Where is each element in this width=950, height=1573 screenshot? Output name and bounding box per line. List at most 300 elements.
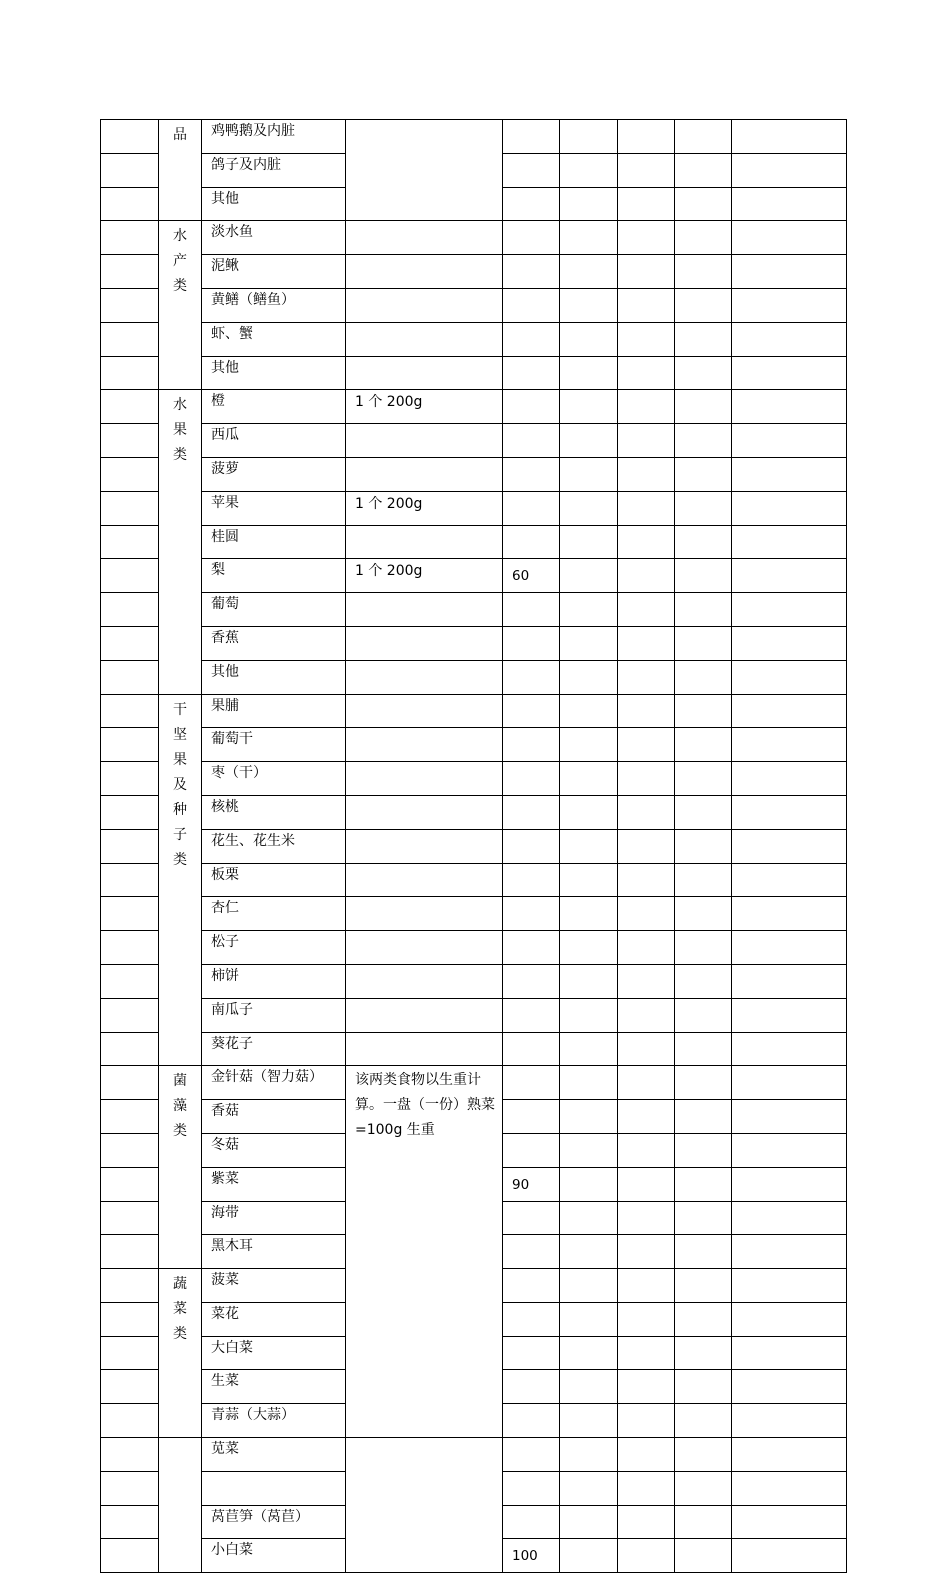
food-name-cell: 葡萄干: [202, 728, 346, 762]
table-row: [101, 120, 847, 154]
blank-cell: [732, 1336, 847, 1370]
blank-cell: [618, 1438, 675, 1472]
value-cell: [503, 593, 560, 627]
blank-cell: [675, 694, 732, 728]
portion-cell: [346, 424, 503, 458]
portion-cell: [346, 762, 503, 796]
value-cell: [503, 728, 560, 762]
value-cell: [503, 1066, 560, 1100]
table-row: [101, 1032, 847, 1066]
blank-cell: [560, 728, 618, 762]
blank-cell: [560, 1471, 618, 1505]
category-label: 水 果 类: [173, 397, 187, 464]
blank-cell: [732, 390, 847, 424]
portion-cell: [346, 322, 503, 356]
blank-cell: [101, 1505, 159, 1539]
table-row: [101, 491, 847, 525]
value-cell: [503, 1201, 560, 1235]
blank-cell: [675, 1269, 732, 1303]
value-cell: [503, 322, 560, 356]
blank-cell: [101, 897, 159, 931]
blank-cell: [675, 1539, 732, 1573]
blank-cell: [560, 1167, 618, 1201]
blank-cell: [675, 728, 732, 762]
blank-cell: [675, 390, 732, 424]
blank-cell: [101, 1235, 159, 1269]
blank-cell: [618, 390, 675, 424]
blank-cell: [560, 1370, 618, 1404]
blank-cell: [618, 931, 675, 965]
food-name-cell: 其他: [202, 187, 346, 221]
portion-cell: [346, 829, 503, 863]
food-name-cell: 莴苣笋（莴苣）: [202, 1505, 346, 1539]
value-cell: [503, 1370, 560, 1404]
food-name-cell: 黄鳝（鳝鱼）: [202, 288, 346, 322]
blank-cell: [101, 593, 159, 627]
blank-cell: [618, 1269, 675, 1303]
blank-cell: [560, 187, 618, 221]
blank-cell: [675, 424, 732, 458]
blank-cell: [560, 457, 618, 491]
value-cell: [503, 1505, 560, 1539]
food-name-cell: 葵花子: [202, 1032, 346, 1066]
blank-cell: [618, 762, 675, 796]
blank-cell: [560, 626, 618, 660]
food-name-cell: 枣（干）: [202, 762, 346, 796]
blank-cell: [101, 390, 159, 424]
table-row: [101, 356, 847, 390]
blank-cell: [732, 626, 847, 660]
blank-cell: [732, 1066, 847, 1100]
blank-cell: [675, 1404, 732, 1438]
blank-cell: [732, 829, 847, 863]
blank-cell: [732, 931, 847, 965]
blank-cell: [560, 1066, 618, 1100]
blank-cell: [732, 1167, 847, 1201]
blank-cell: [675, 1235, 732, 1269]
portion-cell: [346, 255, 503, 289]
food-name-cell: 杏仁: [202, 897, 346, 931]
category-cell: [159, 1269, 202, 1438]
blank-cell: [101, 762, 159, 796]
blank-cell: [101, 1269, 159, 1303]
blank-cell: [675, 255, 732, 289]
blank-cell: [675, 762, 732, 796]
food-name-cell: 橙: [202, 390, 346, 424]
food-name-cell: 西瓜: [202, 424, 346, 458]
table-row: [101, 897, 847, 931]
blank-cell: [101, 1539, 159, 1573]
blank-cell: [101, 863, 159, 897]
blank-cell: [618, 593, 675, 627]
blank-cell: [732, 424, 847, 458]
food-name-cell: 黑木耳: [202, 1235, 346, 1269]
value-cell: [503, 491, 560, 525]
blank-cell: [675, 322, 732, 356]
value-cell: [503, 1269, 560, 1303]
value-cell: [503, 1100, 560, 1134]
table-row: [101, 829, 847, 863]
blank-cell: [101, 255, 159, 289]
blank-cell: [101, 795, 159, 829]
food-name-cell: 青蒜（大蒜）: [202, 1404, 346, 1438]
category-cell: [159, 1438, 202, 1573]
blank-cell: [560, 288, 618, 322]
portion-cell: [346, 1032, 503, 1066]
blank-cell: [732, 288, 847, 322]
blank-cell: [618, 1235, 675, 1269]
blank-cell: [560, 1133, 618, 1167]
blank-cell: [618, 863, 675, 897]
blank-cell: [732, 322, 847, 356]
food-exchange-table: [100, 119, 847, 1573]
blank-cell: [732, 1404, 847, 1438]
food-name-cell: 泥鳅: [202, 255, 346, 289]
blank-cell: [732, 153, 847, 187]
category-label: 蔬 菜 类: [173, 1276, 187, 1343]
food-name-cell: 菠萝: [202, 457, 346, 491]
blank-cell: [101, 931, 159, 965]
blank-cell: [675, 1505, 732, 1539]
blank-cell: [101, 1032, 159, 1066]
blank-cell: [675, 1133, 732, 1167]
portion-cell: [346, 593, 503, 627]
blank-cell: [732, 728, 847, 762]
value-cell: [503, 964, 560, 998]
portion-cell: 1 个 200g: [346, 559, 503, 593]
value-cell: [503, 1438, 560, 1472]
food-name-cell: 鸽子及内脏: [202, 153, 346, 187]
value-cell: [503, 795, 560, 829]
blank-cell: [732, 964, 847, 998]
food-name-cell: 苋菜: [202, 1438, 346, 1472]
blank-cell: [560, 1438, 618, 1472]
blank-cell: [732, 863, 847, 897]
blank-cell: [732, 525, 847, 559]
blank-cell: [618, 1539, 675, 1573]
blank-cell: [101, 1167, 159, 1201]
food-name-cell: 菠菜: [202, 1269, 346, 1303]
blank-cell: [618, 491, 675, 525]
value-cell: [503, 288, 560, 322]
blank-cell: [675, 998, 732, 1032]
portion-cell: 1 个 200g: [346, 390, 503, 424]
blank-cell: [618, 559, 675, 593]
blank-cell: [560, 390, 618, 424]
blank-cell: [101, 525, 159, 559]
value-cell: [503, 1471, 560, 1505]
table-row: [101, 424, 847, 458]
portion-cell: [346, 356, 503, 390]
blank-cell: [675, 187, 732, 221]
blank-cell: [101, 829, 159, 863]
blank-cell: [732, 1032, 847, 1066]
blank-cell: [675, 457, 732, 491]
blank-cell: [618, 1133, 675, 1167]
blank-cell: [675, 153, 732, 187]
blank-cell: [618, 187, 675, 221]
food-name-cell: 金针菇（智力菇）: [202, 1066, 346, 1100]
blank-cell: [675, 1066, 732, 1100]
blank-cell: [618, 728, 675, 762]
blank-cell: [732, 559, 847, 593]
blank-cell: [675, 525, 732, 559]
table-row: [101, 255, 847, 289]
blank-cell: [618, 829, 675, 863]
blank-cell: [618, 153, 675, 187]
blank-cell: [732, 187, 847, 221]
food-name-cell: 菜花: [202, 1302, 346, 1336]
portion-cell: [346, 626, 503, 660]
blank-cell: [675, 1167, 732, 1201]
blank-cell: [675, 931, 732, 965]
blank-cell: [732, 120, 847, 154]
blank-cell: [560, 593, 618, 627]
blank-cell: [560, 863, 618, 897]
blank-cell: [675, 1370, 732, 1404]
food-name-cell: 大白菜: [202, 1336, 346, 1370]
blank-cell: [560, 491, 618, 525]
blank-cell: [101, 559, 159, 593]
blank-cell: [618, 1302, 675, 1336]
blank-cell: [560, 1505, 618, 1539]
table-row: [101, 559, 847, 593]
blank-cell: [618, 626, 675, 660]
table-row: [101, 998, 847, 1032]
blank-cell: [675, 221, 732, 255]
blank-cell: [560, 322, 618, 356]
blank-cell: [675, 863, 732, 897]
blank-cell: [732, 1370, 847, 1404]
blank-cell: [675, 829, 732, 863]
food-name-cell: 松子: [202, 931, 346, 965]
blank-cell: [560, 931, 618, 965]
value-cell: 100: [503, 1539, 560, 1573]
portion-cell: [346, 694, 503, 728]
blank-cell: [560, 1201, 618, 1235]
table-row: [101, 931, 847, 965]
blank-cell: [618, 1404, 675, 1438]
blank-cell: [560, 1336, 618, 1370]
portion-cell: [346, 931, 503, 965]
value-cell: 90: [503, 1167, 560, 1201]
portion-cell: [346, 457, 503, 491]
value-cell: [503, 255, 560, 289]
blank-cell: [618, 1471, 675, 1505]
value-cell: [503, 931, 560, 965]
blank-cell: [560, 762, 618, 796]
blank-cell: [101, 694, 159, 728]
table-row: [101, 626, 847, 660]
blank-cell: [732, 457, 847, 491]
blank-cell: [101, 120, 159, 154]
blank-cell: [732, 1269, 847, 1303]
portion-cell: 1 个 200g: [346, 491, 503, 525]
blank-cell: [675, 1032, 732, 1066]
value-cell: [503, 1302, 560, 1336]
blank-cell: [675, 660, 732, 694]
blank-cell: [732, 1302, 847, 1336]
value-cell: [503, 187, 560, 221]
blank-cell: [618, 1370, 675, 1404]
blank-cell: [732, 356, 847, 390]
category-cell: [159, 390, 202, 694]
table-row: [101, 694, 847, 728]
blank-cell: [101, 1404, 159, 1438]
blank-cell: [618, 120, 675, 154]
blank-cell: [101, 153, 159, 187]
blank-cell: [732, 1100, 847, 1134]
category-cell: [159, 694, 202, 1066]
blank-cell: [101, 1438, 159, 1472]
portion-cell: [346, 998, 503, 1032]
food-name-cell: 其他: [202, 660, 346, 694]
blank-cell: [618, 998, 675, 1032]
value-cell: [503, 390, 560, 424]
blank-cell: [618, 1100, 675, 1134]
value-cell: [503, 1404, 560, 1438]
blank-cell: [560, 356, 618, 390]
blank-cell: [618, 1032, 675, 1066]
food-name-cell: 苹果: [202, 491, 346, 525]
value-cell: [503, 660, 560, 694]
blank-cell: [560, 255, 618, 289]
blank-cell: [732, 795, 847, 829]
blank-cell: [732, 255, 847, 289]
blank-cell: [675, 491, 732, 525]
table-row: [101, 525, 847, 559]
blank-cell: [675, 559, 732, 593]
shared-note-cell: 该两类食物以生重计算。一盘（一份）熟菜 =100g 生重: [346, 1066, 503, 1438]
category-label: 水 产 类: [173, 228, 187, 295]
value-cell: [503, 626, 560, 660]
table-row: [101, 221, 847, 255]
blank-cell: [560, 1235, 618, 1269]
blank-cell: [618, 221, 675, 255]
table-row: [101, 1066, 847, 1100]
blank-cell: [618, 288, 675, 322]
value-cell: [503, 153, 560, 187]
blank-cell: [560, 829, 618, 863]
portion-cell: [346, 660, 503, 694]
blank-cell: [618, 255, 675, 289]
value-cell: [503, 424, 560, 458]
blank-cell: [732, 694, 847, 728]
blank-cell: [618, 694, 675, 728]
food-name-cell: 紫菜: [202, 1167, 346, 1201]
food-name-cell: 其他: [202, 356, 346, 390]
blank-cell: [101, 626, 159, 660]
value-cell: [503, 1235, 560, 1269]
blank-cell: [675, 964, 732, 998]
food-name-cell: 海带: [202, 1201, 346, 1235]
blank-cell: [101, 1201, 159, 1235]
table-row: [101, 964, 847, 998]
blank-cell: [560, 153, 618, 187]
blank-cell: [675, 626, 732, 660]
blank-cell: [732, 660, 847, 694]
blank-cell: [101, 288, 159, 322]
blank-cell: [675, 288, 732, 322]
value-cell: [503, 1336, 560, 1370]
table-row: [101, 390, 847, 424]
portion-cell: [346, 525, 503, 559]
food-name-cell: 淡水鱼: [202, 221, 346, 255]
blank-cell: [618, 1505, 675, 1539]
table-row: [101, 660, 847, 694]
blank-cell: [618, 1336, 675, 1370]
portion-cell: [346, 897, 503, 931]
food-name-cell: 梨: [202, 559, 346, 593]
blank-cell: [675, 795, 732, 829]
blank-cell: [101, 457, 159, 491]
value-cell: [503, 120, 560, 154]
blank-cell: [675, 120, 732, 154]
portion-cell: [346, 728, 503, 762]
blank-cell: [560, 424, 618, 458]
blank-cell: [101, 322, 159, 356]
value-cell: [503, 221, 560, 255]
blank-cell: [101, 964, 159, 998]
blank-cell: [560, 1404, 618, 1438]
blank-cell: [732, 1133, 847, 1167]
food-name-cell: 柿饼: [202, 964, 346, 998]
value-cell: [503, 897, 560, 931]
blank-cell: [101, 1066, 159, 1100]
blank-cell: [560, 1269, 618, 1303]
blank-cell: [560, 660, 618, 694]
blank-cell: [101, 998, 159, 1032]
value-cell: [503, 525, 560, 559]
category-cell: [159, 120, 202, 221]
blank-cell: [101, 1336, 159, 1370]
category-label: 菌 藻 类: [173, 1073, 187, 1140]
blank-cell: [732, 1438, 847, 1472]
portion-cell: [346, 221, 503, 255]
value-cell: [503, 694, 560, 728]
blank-cell: [732, 1201, 847, 1235]
blank-cell: [560, 1032, 618, 1066]
food-name-cell: 小白菜: [202, 1539, 346, 1573]
value-cell: [503, 356, 560, 390]
blank-cell: [732, 593, 847, 627]
table-row: [101, 795, 847, 829]
food-name-cell: 果脯: [202, 694, 346, 728]
blank-cell: [732, 1539, 847, 1573]
blank-cell: [618, 424, 675, 458]
food-name-cell: 虾、蟹: [202, 322, 346, 356]
food-name-cell: 鸡鸭鹅及内脏: [202, 120, 346, 154]
blank-cell: [732, 491, 847, 525]
blank-cell: [732, 1471, 847, 1505]
blank-cell: [101, 424, 159, 458]
blank-cell: [618, 457, 675, 491]
category-cell: [159, 221, 202, 390]
blank-cell: [101, 1370, 159, 1404]
portion-cell: [346, 795, 503, 829]
value-cell: [503, 829, 560, 863]
blank-cell: [101, 1471, 159, 1505]
blank-cell: [560, 998, 618, 1032]
blank-cell: [618, 322, 675, 356]
table-row: [101, 863, 847, 897]
blank-cell: [101, 660, 159, 694]
category-label: 品: [173, 127, 187, 143]
table-row: [101, 762, 847, 796]
blank-cell: [560, 1302, 618, 1336]
blank-cell: [675, 1471, 732, 1505]
blank-cell: [560, 525, 618, 559]
